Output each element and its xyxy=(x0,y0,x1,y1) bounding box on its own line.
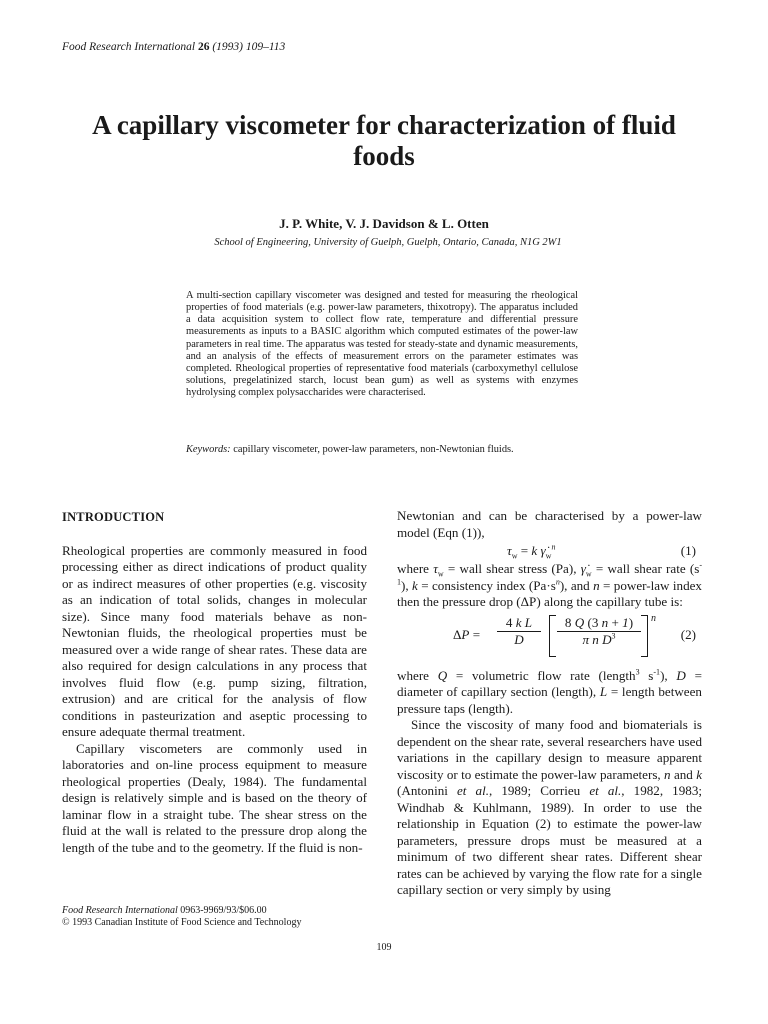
equation-2-right-bracket xyxy=(641,615,648,657)
right-paragraph-3: where Q = volumetric flow rate (length$^3$ $s^{-1}$), D = diameter of capillary section (length), L = length between pressure taps (length). xyxy=(397,667,702,716)
section-heading-introduction: INTRODUCTION xyxy=(62,510,165,524)
footnote xyxy=(62,905,301,929)
equation-1 xyxy=(397,541,702,561)
equation-2-number: (2) xyxy=(680,626,696,642)
equation-2-left-bracket xyxy=(549,615,556,657)
intro-paragraph-1: Rheological properties are commonly measured in food processing either as direct indications of product quality or as indirect measures of other properties (e.g. viscosity as an indication of total solids, changes in molecular size). Since many food materials behave as non-Newtonian fluids, the rheological properties must be measured over a wide range of shear rates. These data are also required for design calculations in any process that involves fluid flow (e.g. pump sizing, filtration, extrusion) and are critical for the analysis of flow conditions in pasteurization and aseptic processing to ensure adequate thermal treatment. xyxy=(62,542,367,739)
paper-abstract: A multi-section capillary viscometer was designed and tested for measuring the rheological properties of food materials (e.g. power-law parameters, thixotropy). The apparatus included a data acquisition system to collect flow rate, temperature and differential pressure measurements as inputs to a BASIC algorithm which computed estimates of the power-law parameters in real time. The apparatus was tested for steady-state and dynamic measurements, and an analysis of the effects of measurement errors on the parameter estimates was completed. Rheological properties of representative food materials (carboxymethyl cellulose solutions, pregelatinized starch, locust bean gum) as well as systems with enzymes hydrolysing complex polysaccharides were characterised. xyxy=(186,290,578,399)
footnote-issn-line xyxy=(62,905,301,917)
paper-affiliation: School of Engineering, University of Guelph, Guelph, Ontario, Canada, N1G 2W1 xyxy=(214,237,562,248)
right-paragraph-1: Newtonian and can be characterised by a power-law model (Eqn (1)), xyxy=(397,508,702,540)
equation-1-body: $\tau_w = k$ $\gammȧ_w^n$ xyxy=(507,542,556,561)
right-paragraph-2: where $\tau_w$ = wall shear stress (Pa), $\gammȧ_w$ = wall shear rate $(s^{-1})$, k = consistency index $(Pa\cdot s^n)$, and n = power-law index then the pressure drop (ΔP) along the capillary tube is: xyxy=(397,560,703,609)
journal-name: Food Research International xyxy=(62,41,196,53)
footnote-journal: Food Research International xyxy=(62,905,178,916)
equation-1-number: (1) xyxy=(680,543,696,558)
keywords-label: Keywords: xyxy=(186,444,231,455)
intro-paragraph-2: Capillary viscometers are commonly used in laboratories and on-line process equipment to measure rheological properties (Dealy, 1984). The fundamental design is relatively simple and is based on the theory of laminar flow in a straight tube. The shear stress on the fluid at the wall is related to the pressure drop along the length of the tube and to the geometry. If the fluid is non- xyxy=(62,740,367,855)
left-column xyxy=(62,508,367,856)
page-number: 109 xyxy=(376,942,392,953)
equation-2-fraction-1: $\frac{\text{4 k L}}{D}$ xyxy=(497,615,541,648)
footnote-copyright: © 1993 Canadian Institute of Food Science and Technology xyxy=(62,917,302,928)
equation-2-lhs: ΔP = xyxy=(453,626,481,642)
journal-pages: (1993) 109–113 xyxy=(212,41,286,53)
keywords-text: capillary viscometer, power-law parameters, non-Newtonian fluids. xyxy=(233,444,514,455)
paper-title: A capillary viscometer for characterization of fluid foods xyxy=(92,110,676,171)
equation-2-fraction-2: $\frac{8 Q (3 n + 1)}{\pi n D^3}$ xyxy=(557,615,641,648)
right-paragraph-4: Since the viscosity of many food and biomaterials is dependent on the shear rate, several researchers have used variations in the capillary design to measure apparent viscosity or to estimate the power-law parameters, n and k (Antonini et al., 1989; Corrieu et al., 1982, 1983; Windhab & Kuhlmann, 1989). In order to use the relationship in Equation (2) to estimate the power-law parameters, pressure drops must be measured at a minimum of two different shear rates. Different shear rates can be achieved by varying the flow rate for a single capillary section or very simply by using xyxy=(397,717,702,897)
journal-reference xyxy=(62,41,285,53)
equation-2 xyxy=(397,612,702,665)
right-column xyxy=(397,508,702,899)
paper-authors: J. P. White, V. J. Davidson & L. Otten xyxy=(279,216,489,231)
journal-volume: 26 xyxy=(197,41,210,53)
equation-2-exponent: n xyxy=(651,612,656,624)
paper-keywords xyxy=(186,444,606,455)
footnote-issn: 0963-9969/93/$06.00 xyxy=(180,905,267,916)
